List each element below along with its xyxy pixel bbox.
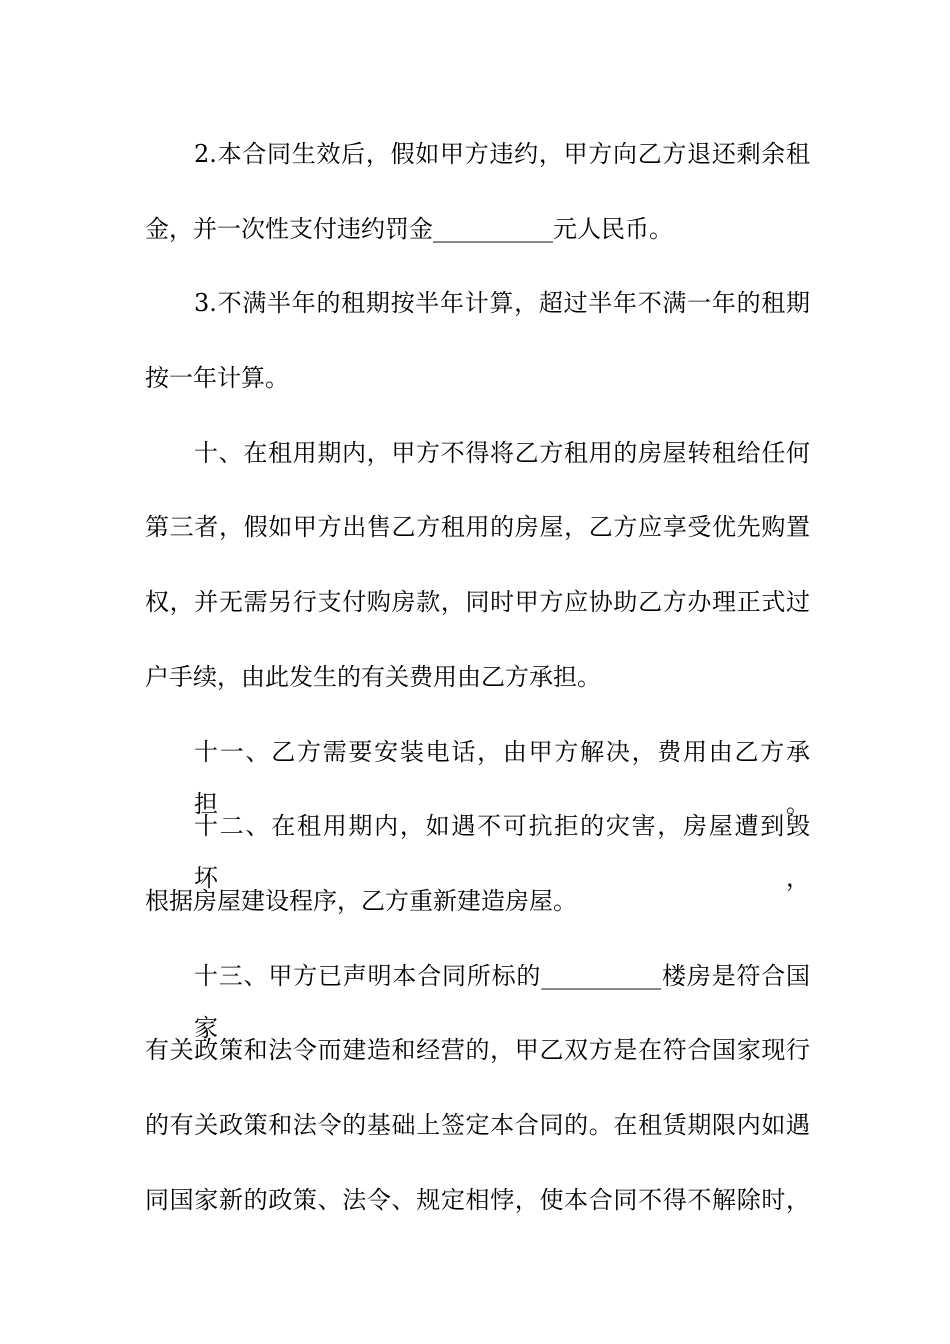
text-line: 十一、乙方需要安装电话，由甲方解决，费用由乙方承担。 [194,737,810,818]
text-line: 权，并无需另行支付购房款，同时甲方应协助乙方办理正式过 [145,588,810,617]
text-line: 有关政策和法令而建造和经营的，甲乙双方是在符合国家现行 [145,1036,810,1065]
text-line: 十、在租用期内，甲方不得将乙方租用的房屋转租给任何 [194,438,810,467]
text-line: 的有关政策和法令的基础上签定本合同的。在租赁期限内如遇 [145,1110,810,1139]
text-line: 户手续，由此发生的有关费用由乙方承担。 [145,662,601,691]
text-line: 金，并一次性支付违约罚金__________元人民币。 [145,214,673,243]
text-line: 十三、甲方已声明本合同所标的__________楼房是符合国家 [194,961,810,1042]
text-line: 按一年计算。 [145,364,289,393]
text-line: 第三者，假如甲方出售乙方租用的房屋，乙方应享受优先购置 [145,513,810,542]
text-line: 2.本合同生效后，假如甲方违约，甲方向乙方退还剩余租 [194,140,810,168]
text-line: 根据房屋建设程序，乙方重新建造房屋。 [145,886,577,915]
text-line: 同国家新的政策、法令、规定相悖，使本合同不得不解除时， [145,1185,810,1214]
contract-text-body [145,128,810,1248]
text-line: 十二、在租用期内，如遇不可抗拒的灾害，房屋遭到毁坏， [194,812,810,893]
text-line: 3.不满半年的租期按半年计算，超过半年不满一年的租期 [194,289,810,318]
